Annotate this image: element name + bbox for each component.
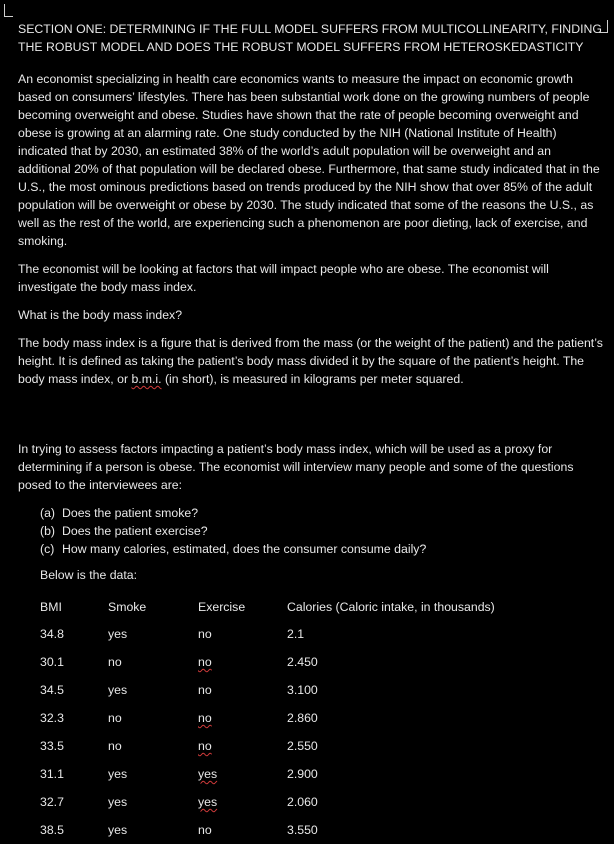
list-item <box>40 522 604 540</box>
table-header-row <box>40 594 587 620</box>
table-row <box>40 620 587 648</box>
list-item-text: Does the patient smoke? <box>62 506 199 520</box>
cell-smoke: no <box>108 739 122 753</box>
list-marker: (b) <box>40 524 56 538</box>
cell-exercise <box>198 788 287 816</box>
cell-exercise <box>198 704 287 732</box>
data-label: Below is the data: <box>40 568 138 582</box>
cell-exercise-value: no <box>198 711 212 725</box>
cell-smoke: yes <box>108 683 128 697</box>
cell-smoke: yes <box>108 795 128 809</box>
cell-exercise-value: yes <box>198 767 218 781</box>
cell-bmi: 30.1 <box>40 655 64 669</box>
cell-bmi: 33.5 <box>40 739 64 753</box>
cell-exercise: no <box>198 823 212 837</box>
cell-exercise <box>198 760 287 788</box>
bmi-definition-text: The body mass index is a figure that is derived from the mass (or the weight of the patient) and the patient’s height. It is defined as taking the patient’s body mass divided it by the square of the patient’s height. The body mass index, or <box>18 336 603 386</box>
cell-smoke: yes <box>108 627 128 641</box>
margin-corner-top-left <box>4 4 13 17</box>
cell-exercise-value: no <box>198 655 212 669</box>
question-list <box>18 504 604 558</box>
cell-smoke: yes <box>108 767 128 781</box>
list-marker: (a) <box>40 506 56 520</box>
section-heading: SECTION ONE: DETERMINING IF THE FULL MODEL SUFFERS FROM MULTICOLLINEARITY, FINDING THE ROBUST MODEL AND DOES THE ROBUST MODEL SUFFERS FROM HETEROSKEDASTICITY <box>18 22 602 54</box>
table-row <box>40 648 587 676</box>
cell-exercise <box>198 732 287 760</box>
cell-bmi: 34.8 <box>40 627 64 641</box>
intro-paragraph: An economist specializing in health care economics wants to measure the impact on economic growth based on consumers’ lifestyles. There has been substantial work done on the growing numbers of people becoming overweight and obese. Studies have shown that the rate of people becoming overweight and obese is growing at an alarming rate. One study conducted by the NIH (National Institute of Health) indicated that by 2030, an estimated 38% of the world’s adult population will be overweight and an additional 20% of that population will be declared obese. Furthermore, that same study indicated that in the U.S., the most ominous predictions based on trends produced by the NIH show that over 85% of the adult population will be overweight or obese by 2030. The study indicated that some of the reasons the U.S., as well as the rest of the world, are experiencing such a phenomenon are poor dieting, lack of exercise, and smoking. <box>18 72 600 248</box>
list-item-text: Does the patient exercise? <box>62 524 208 538</box>
cell-exercise: no <box>198 683 212 697</box>
table-row <box>40 732 587 760</box>
table-row <box>40 816 587 844</box>
bmi-definition-paragraph <box>18 334 604 388</box>
cell-calories: 2.1 <box>287 627 305 641</box>
cell-exercise-value: no <box>198 739 212 753</box>
header-exercise: Exercise <box>198 600 246 614</box>
document-body <box>18 20 604 844</box>
interview-paragraph: In trying to assess factors impacting a patient’s body mass index, which will be used as a proxy for determining if a person is obese. The economist will interview many people and some of the questions posed to the interviewees are: <box>18 442 574 492</box>
header-smoke: Smoke <box>108 600 147 614</box>
cell-calories: 2.900 <box>287 767 318 781</box>
table-row <box>40 704 587 732</box>
list-item-text: How many calories, estimated, does the consumer consume daily? <box>62 542 427 556</box>
bmi-abbreviation: b.m.i. <box>131 372 162 386</box>
cell-exercise: no <box>198 627 212 641</box>
list-item <box>40 540 604 558</box>
list-item <box>40 504 604 522</box>
cell-calories: 2.550 <box>287 739 318 753</box>
bmi-definition-tail: (in short), is measured in kilograms per meter squared. <box>161 372 464 386</box>
cell-bmi: 32.7 <box>40 795 64 809</box>
list-marker: (c) <box>40 542 55 556</box>
cell-exercise-value: yes <box>198 795 218 809</box>
header-bmi: BMI <box>40 600 62 614</box>
table-row <box>40 676 587 704</box>
cell-bmi: 32.3 <box>40 711 64 725</box>
cell-calories: 2.860 <box>287 711 318 725</box>
cell-calories: 2.450 <box>287 655 318 669</box>
cell-exercise <box>198 648 287 676</box>
table-row <box>40 788 587 816</box>
cell-bmi: 34.5 <box>40 683 64 697</box>
focus-paragraph: The economist will be looking at factors that will impact people who are obese. The economist will investigate the body mass index. <box>18 262 549 294</box>
table-row <box>40 760 587 788</box>
data-table <box>40 594 587 844</box>
cell-bmi: 31.1 <box>40 767 64 781</box>
bmi-question: What is the body mass index? <box>18 308 183 322</box>
cell-bmi: 38.5 <box>40 823 64 837</box>
cell-smoke: yes <box>108 823 128 837</box>
cell-calories: 2.060 <box>287 795 318 809</box>
header-calories: Calories (Caloric intake, in thousands) <box>287 600 495 614</box>
cell-smoke: no <box>108 655 122 669</box>
cell-calories: 3.100 <box>287 683 318 697</box>
cell-calories: 3.550 <box>287 823 318 837</box>
cell-smoke: no <box>108 711 122 725</box>
